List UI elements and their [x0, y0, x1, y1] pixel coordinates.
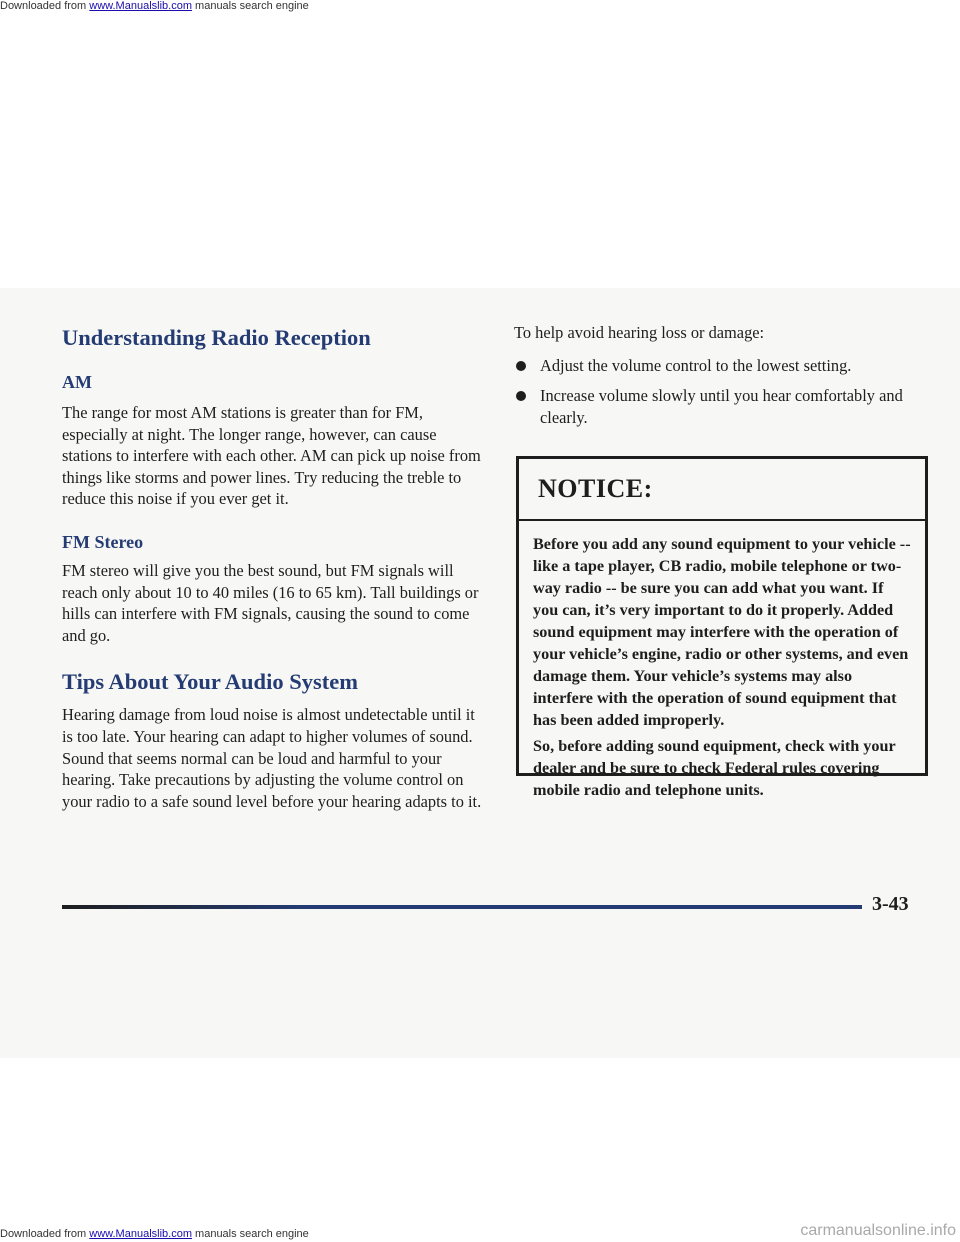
notice-paragraph-1: Before you add any sound equipment to your vehicle -- like a tape player, CB radio, mobile telephone or two-way radio -- be sure you can add what you want. If you can, it’s very important to do it properly. Added sound equipment may interfere with the operation of your vehicle’s engine, radio or other systems, and even damage them. Your vehicle’s systems may also interfere with the operation of sound equipment that has been added improperly.	[533, 535, 911, 729]
bullet-icon	[516, 391, 526, 401]
top-download-banner	[0, 0, 960, 14]
notice-body	[519, 521, 925, 801]
fm-paragraph: FM stereo will give you the best sound, but FM signals will reach only about 10 to 40 miles (16 to 65 km). Tall buildings or hills can interfere with FM signals, causing the sound to come and go.	[62, 560, 479, 645]
subsection-title-fm-stereo: FM Stereo	[62, 531, 144, 552]
left-column	[62, 322, 482, 812]
banner-suffix: manuals search engine	[191, 0, 309, 12]
list-item	[514, 355, 934, 377]
notice-title: NOTICE:	[538, 474, 653, 503]
manualslib-link[interactable]: www.Manualslib.com	[89, 1228, 192, 1240]
am-paragraph: The range for most AM stations is greater than for FM, especially at night. The longer range, however, can cause stations to interfere with each other. AM can pick up noise from things like storms and power lines. Try reducing the treble to reduce this noise if you ever get it.	[62, 403, 481, 509]
notice-header	[519, 459, 925, 521]
page-number: 3-43	[872, 893, 909, 915]
footer-rule	[62, 905, 862, 909]
bullet-text: Adjust the volume control to the lowest setting.	[540, 355, 852, 375]
section-title-audio-tips: Tips About Your Audio System	[62, 669, 358, 695]
banner-suffix: manuals search engine	[191, 1228, 309, 1240]
watermark-text: carmanualsonline.info	[800, 1222, 956, 1239]
notice-paragraph-2: So, before adding sound equipment, check with your dealer and be sure to check Federal rules covering mobile radio and telephone units.	[533, 737, 896, 799]
list-item	[514, 385, 934, 428]
manualslib-link[interactable]: www.Manualslib.com	[89, 0, 192, 12]
hearing-intro: To help avoid hearing loss or damage:	[514, 323, 765, 342]
bullet-text: Increase volume slowly until you hear comfortably and clearly.	[540, 386, 903, 427]
bullet-icon	[516, 361, 526, 371]
banner-prefix: Downloaded from	[0, 1228, 90, 1240]
right-column	[514, 322, 934, 799]
section-title-radio-reception: Understanding Radio Reception	[62, 325, 371, 350]
hearing-tips-list	[514, 355, 934, 429]
banner-prefix: Downloaded from	[0, 0, 90, 12]
subsection-title-am: AM	[62, 372, 92, 392]
tips-paragraph: Hearing damage from loud noise is almost undetectable until it is too late. Your hearing can adapt to higher volumes of sound. Sound that seems normal can be loud and harmful to your hearing. Take precautions by adjusting the volume control on your radio to a safe sound level before your hearing adapts to it.	[62, 705, 482, 811]
notice-box	[516, 456, 928, 799]
